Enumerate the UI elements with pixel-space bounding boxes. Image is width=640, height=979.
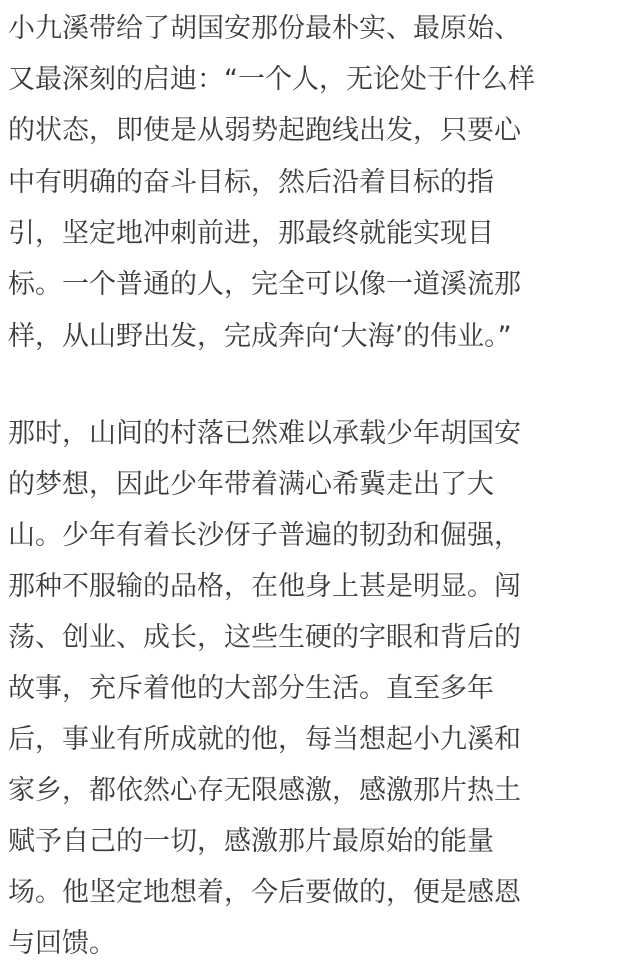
text-line: 荡、创业、成长，这些生硬的字眼和背后的 [8, 622, 521, 653]
text-line: 故事，充斥着他的大部分生活。直至多年 [8, 673, 494, 704]
text-line: 小九溪带给了胡国安那份最朴实、最原始、 [8, 13, 521, 44]
text-line: 中有明确的奋斗目标，然后沿着目标的指 [8, 167, 494, 198]
text-line: 山。少年有着长沙伢子普遍的韧劲和倔强， [8, 520, 521, 551]
text-line: 赋予自己的一切，感激那片最原始的能量 [8, 826, 494, 857]
text-line: 后，事业有所成就的他，每当想起小九溪和 [8, 724, 521, 755]
text-line: 样，从山野出发，完成奔向‘大海’的伟业。” [8, 321, 512, 352]
text-line: 与回馈。 [8, 928, 116, 959]
text-line: 场。他坚定地想着，今后要做的，便是感恩 [8, 877, 521, 908]
text-line: 那时，山间的村落已然难以承载少年胡国安 [8, 418, 521, 449]
text-line: 的状态，即使是从弱势起跑线出发，只要心 [8, 115, 521, 146]
text-line: 又最深刻的启迪：“一个人，无论处于什么样 [8, 64, 535, 95]
text-line: 家乡，都依然心存无限感激，感激那片热土 [8, 775, 521, 806]
text-line: 引，坚定地冲刺前进，那最终就能实现目 [8, 218, 494, 249]
text-line: 标。一个普通的人，完全可以像一道溪流那 [8, 269, 521, 300]
text-line: 那种不服输的品格，在他身上甚是明显。闯 [8, 571, 521, 602]
text-line: 的梦想，因此少年带着满心希冀走出了大 [8, 469, 494, 500]
